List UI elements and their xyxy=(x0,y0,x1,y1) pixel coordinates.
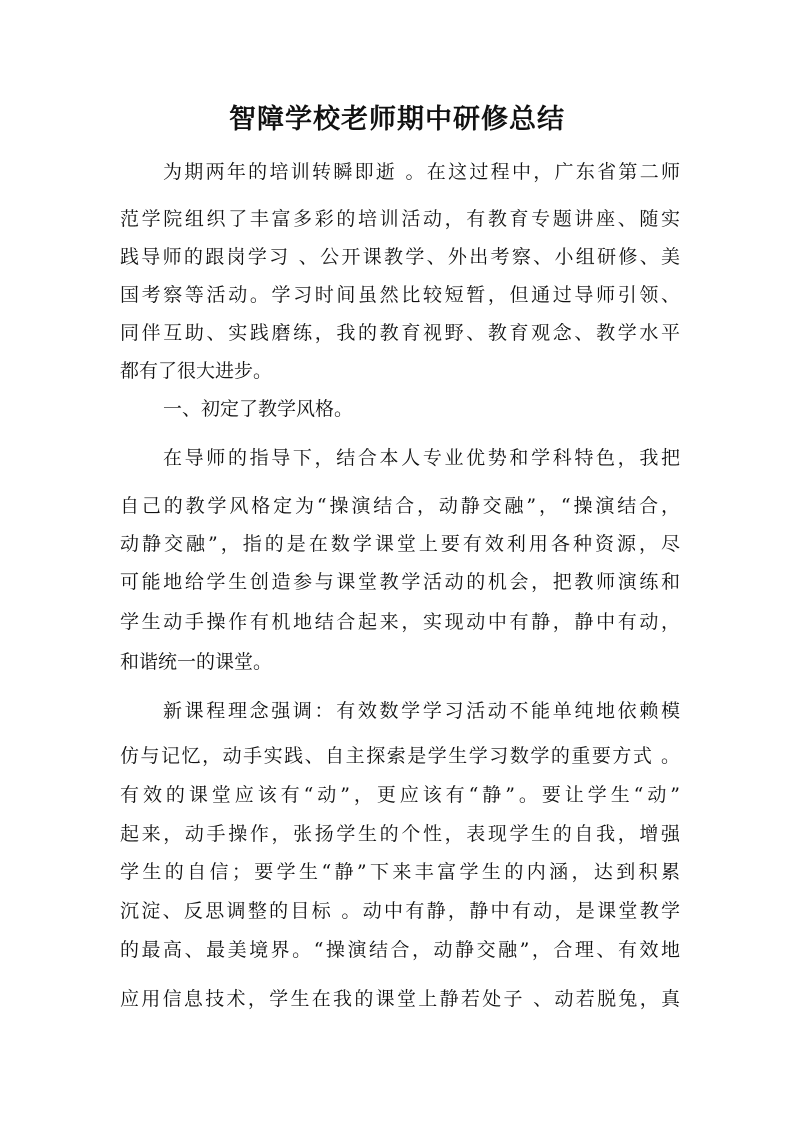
paragraph-line: 学生的自信；要学生“静”下来丰富学生的内涵，达到积累 xyxy=(120,861,680,883)
paragraph-line: 学生动手操作有机地结合起来，实现动中有静，静中有动， xyxy=(120,611,680,633)
paragraph-line: 在导师的指导下，结合本人专业优势和学科特色，我把 xyxy=(163,447,680,469)
paragraph-line: 仿与记忆，动手实践、自主探索是学生学习数学的重要方式 。 xyxy=(120,745,680,767)
paragraph-line: 应用信息技术，学生在我的课堂上静若处子 、动若脱兔，真 xyxy=(120,988,680,1010)
paragraph-line: 动静交融”，指的是在数学课堂上要有效利用各种资源，尽 xyxy=(120,533,680,555)
paragraph-line: 的最高、最美境界。“操演结合，动静交融”，合理、有效地 xyxy=(120,939,680,961)
section-heading: 一、初定了教学风格。 xyxy=(163,398,354,420)
paragraph-line: 自己的教学风格定为“操演结合，动静交融”，“操演结合， xyxy=(120,495,680,517)
paragraph-line: 国考察等活动。学习时间虽然比较短暂，但通过导师引领、 xyxy=(120,284,680,306)
paragraph-line: 为期两年的培训转瞬即逝 。在这过程中，广东省第二师 xyxy=(163,161,680,183)
paragraph-line: 可能地给学生创造参与课堂教学活动的机会，把教师演练和 xyxy=(120,571,680,593)
paragraph-line: 践导师的跟岗学习 、公开课教学、外出考察、小组研修、美 xyxy=(120,246,680,268)
paragraph-line: 范学院组织了丰富多彩的培训活动，有教育专题讲座、随实 xyxy=(120,208,680,230)
document-title: 智障学校老师期中研修总结 xyxy=(229,104,565,135)
paragraph-line: 同伴互助、实践磨练，我的教育视野、教育观念、教学水平 xyxy=(120,322,680,344)
paragraph-line: 都有了很大进步。 xyxy=(120,360,273,382)
paragraph-line: 新课程理念强调：有效数学学习活动不能单纯地依赖模 xyxy=(163,700,680,722)
paragraph-line: 起来，动手操作，张扬学生的个性，表现学生的自我，增强 xyxy=(120,823,680,845)
paragraph-line: 沉淀、反思调整的目标 。动中有静，静中有动，是课堂教学 xyxy=(120,900,680,922)
paragraph-line: 和谐统一的课堂。 xyxy=(120,651,273,673)
paragraph-line: 有效的课堂应该有“动”，更应该有“静”。要让学生“动” xyxy=(120,784,680,806)
